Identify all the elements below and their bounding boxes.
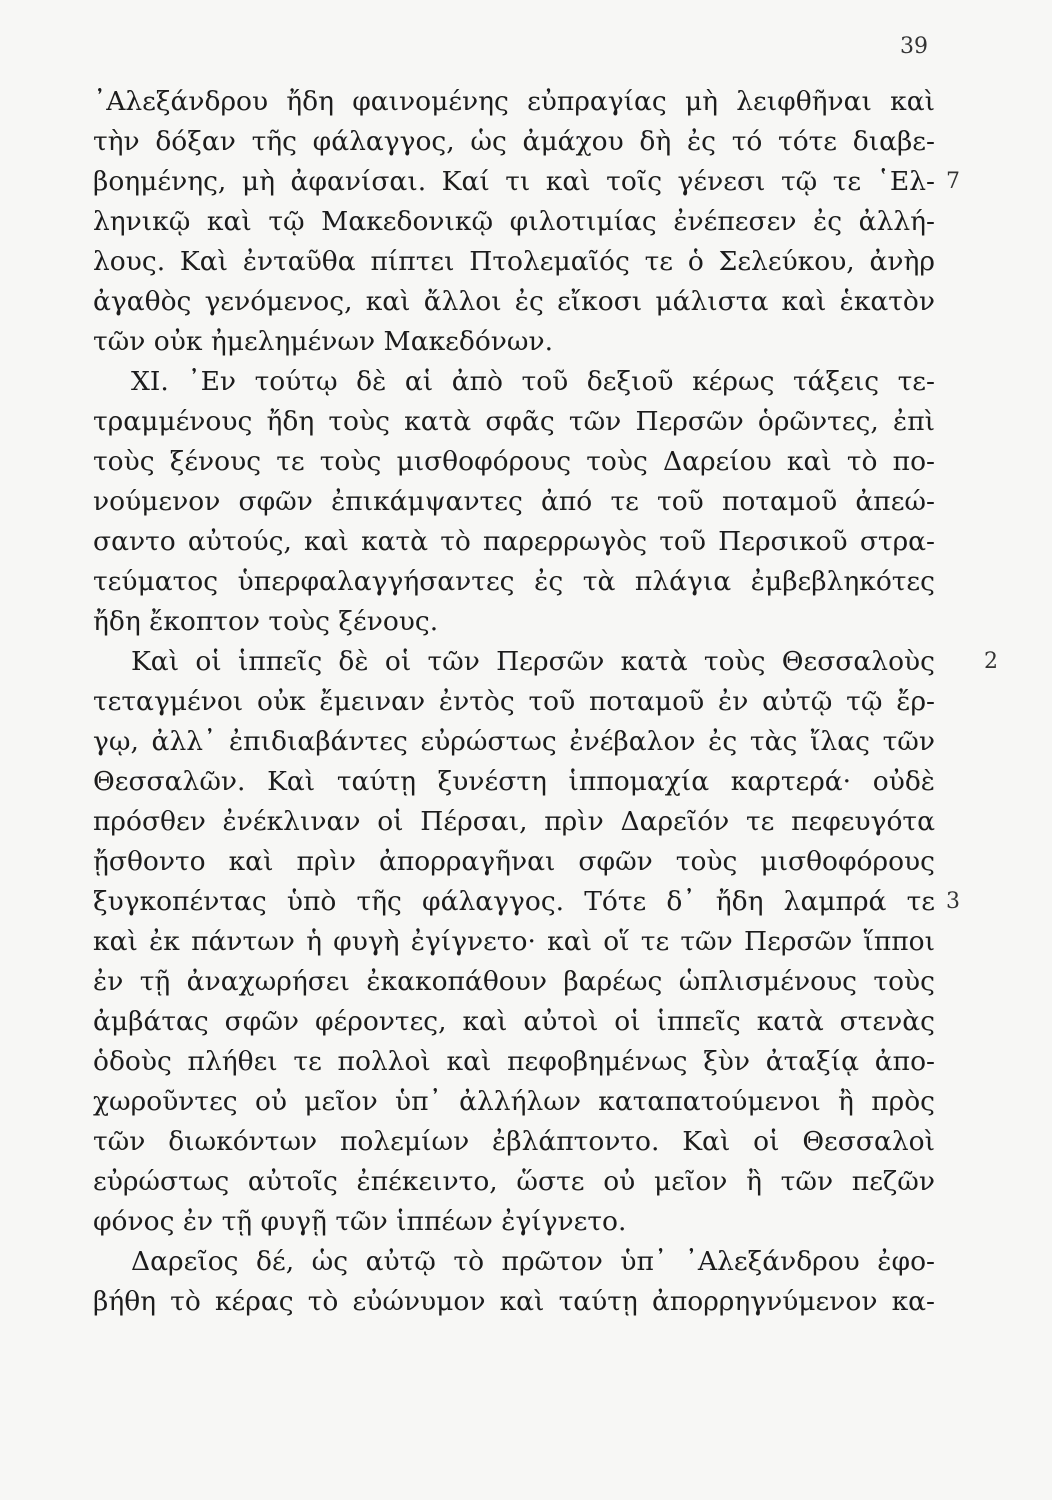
section-number: 3 [946,889,960,914]
text-line [93,1002,935,1042]
line-text: Δαρεῖος δέ, ὡς αὐτῷ τὸ πρῶτον ὑπ᾿ ᾿Αλεξάνδρου ἐφο- [131,1246,935,1277]
text-line [93,842,935,882]
text-line [93,322,935,362]
line-text: ᾿Αλεξάνδρου ἤδη φαινομένης εὐπραγίας μὴ λειφθῆναι καὶ [93,86,935,117]
page-number: 39 [900,34,928,59]
text-line [93,602,935,642]
text-line [93,1162,935,1202]
body-text [93,82,998,1322]
text-line [93,1122,935,1162]
text-line [93,162,960,202]
text-line [93,522,935,562]
line-text: τῶν διωκόντων πολεμίων ἐβλάπτοντο. Καὶ οἱ Θεσσαλοὶ [93,1126,935,1157]
line-text: Θεσσαλῶν. Καὶ ταύτῃ ξυνέστη ἱππομαχία καρτερά· οὐδὲ [93,766,935,797]
text-line [93,202,935,242]
text-line [93,722,935,762]
line-text: τεύματος ὑπερφαλαγγήσαντες ἐς τὰ πλάγια ἐμβεβληκότες [93,566,935,597]
text-line [93,1042,935,1082]
text-line [93,282,935,322]
line-text: τεταγμένοι οὐκ ἔμειναν ἐντὸς τοῦ ποταμοῦ ἐν αὐτῷ τῷ ἔρ- [93,686,935,717]
text-line [93,762,935,802]
line-text: βήθη τὸ κέρας τὸ εὐώνυμον καὶ ταύτῃ ἀπορρηγνύμενον κα- [93,1286,935,1317]
line-text: χωροῦντες οὐ μεῖον ὑπ᾿ ἀλλήλων καταπατούμενοι ἢ πρὸς [93,1086,935,1117]
line-text: λους. Καὶ ἐνταῦθα πίπτει Πτολεμαῖός τε ὁ Σελεύκου, ἀνὴρ [93,246,935,277]
text-line [93,922,935,962]
line-text: σαντο αὐτούς, καὶ κατὰ τὸ παρερρωγὸς τοῦ Περσικοῦ στρα- [93,526,935,557]
text-line [93,362,935,402]
text-line [93,82,935,122]
text-line [93,1082,935,1122]
line-text: νούμενον σφῶν ἐπικάμψαντες ἀπό τε τοῦ ποταμοῦ ἀπεώ- [93,486,935,517]
line-text: φόνος ἐν τῇ φυγῇ τῶν ἱππέων ἐγίγνετο. [93,1206,627,1237]
line-text: γῳ, ἀλλ᾿ ἐπιδιαβάντες εὐρώστως ἐνέβαλον ἐς τὰς ἴλας τῶν [93,726,935,757]
line-text: ὁδοὺς πλήθει τε πολλοὶ καὶ πεφοβημένως ξὺν ἀταξίᾳ ἀπο- [93,1046,935,1077]
text-line [93,402,935,442]
line-text: καὶ ἐκ πάντων ἡ φυγὴ ἐγίγνετο· καὶ οἵ τε τῶν Περσῶν ἵπποι [93,926,935,957]
text-line [93,682,935,722]
line-text: ληνικῷ καὶ τῷ Μακεδονικῷ φιλοτιμίας ἐνέπεσεν ἐς ἀλλή- [93,206,935,237]
line-text: τοὺς ξένους τε τοὺς μισθοφόρους τοὺς Δαρείου καὶ τὸ πο- [93,446,935,477]
text-line [93,1282,935,1322]
line-text: ἐν τῇ ἀναχωρήσει ἐκακοπάθουν βαρέως ὡπλισμένους τοὺς [93,966,935,997]
text-line [93,122,935,162]
line-text: ἀγαθὸς γενόμενος, καὶ ἄλλοι ἐς εἴκοσι μάλιστα καὶ ἑκατὸν [93,286,935,317]
line-text: ᾔσθοντο καὶ πρὶν ἀπορραγῆναι σφῶν τοὺς μισθοφόρους [93,846,935,877]
line-text: τὴν δόξαν τῆς φάλαγγος, ὡς ἀμάχου δὴ ἐς τό τότε διαβε- [93,126,935,157]
line-text: εὐρώστως αὐτοῖς ἐπέκειντο, ὥστε οὐ μεῖον ἢ τῶν πεζῶν [93,1166,935,1197]
text-line [93,642,998,682]
line-text: τραμμένους ἤδη τοὺς κατὰ σφᾶς τῶν Περσῶν ὁρῶντες, ἐπὶ [93,406,935,437]
section-number: 7 [946,169,960,194]
line-text: ἀμβάτας σφῶν φέροντες, καὶ αὐτοὶ οἱ ἱππεῖς κατὰ στενὰς [93,1006,935,1037]
line-text: ἤδη ἔκοπτον τοὺς ξένους. [93,606,439,637]
text-line [93,1202,935,1242]
text-line [93,802,935,842]
line-text: XI. ᾿Εν τούτῳ δὲ αἱ ἀπὸ τοῦ δεξιοῦ κέρως τάξεις τε- [131,366,935,397]
text-line [93,962,935,1002]
text-line [93,562,935,602]
text-line [93,442,935,482]
line-text: τῶν οὐκ ἠμελημένων Μακεδόνων. [93,326,554,357]
text-line [93,482,935,522]
line-text: Καὶ οἱ ἱππεῖς δὲ οἱ τῶν Περσῶν κατὰ τοὺς Θεσσαλοὺς [131,646,935,677]
line-text: πρόσθεν ἐνέκλιναν οἱ Πέρσαι, πρὶν Δαρεῖόν τε πεφευγότα [93,806,935,837]
text-line [93,1242,935,1282]
line-text: ξυγκοπέντας ὑπὸ τῆς φάλαγγος. Τότε δ᾿ ἤδη λαμπρά τε [93,886,935,917]
text-line [93,882,960,922]
section-number: 2 [984,649,998,674]
line-text: βοημένης, μὴ ἀφανίσαι. Καί τι καὶ τοῖς γένεσι τῷ τε ῾Ελ- [93,166,935,197]
text-line [93,242,935,282]
